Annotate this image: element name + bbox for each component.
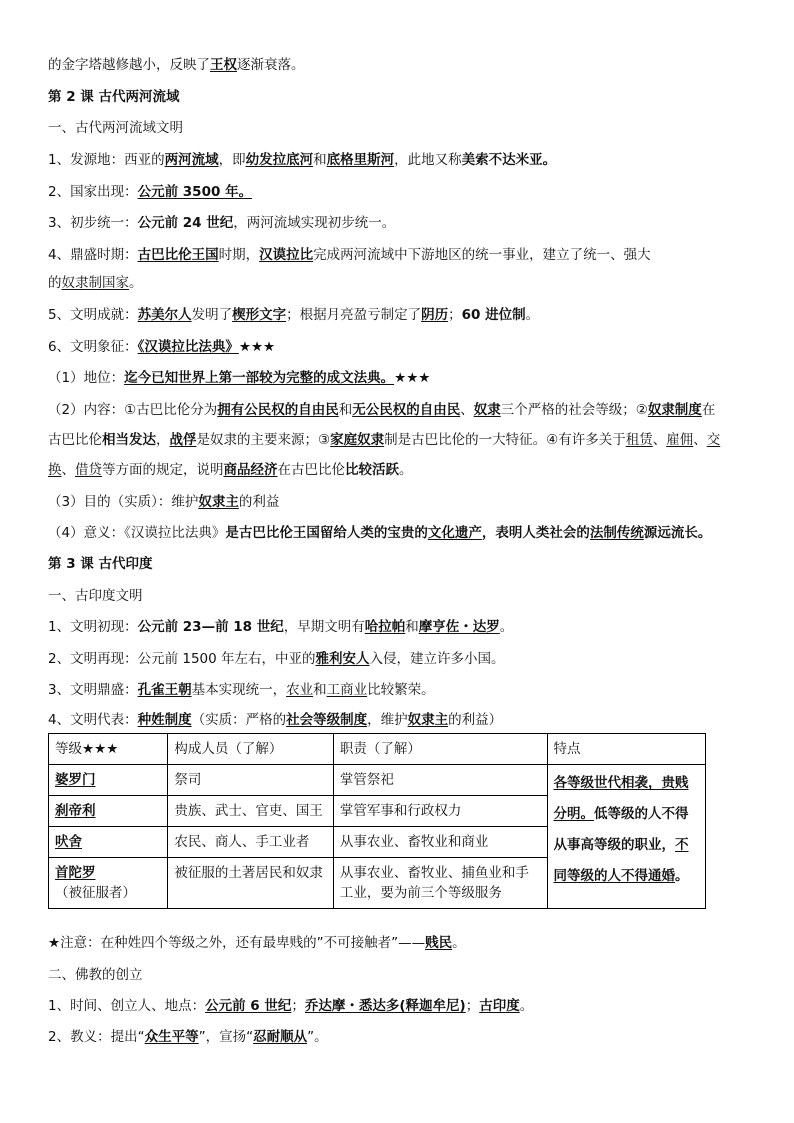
header-cell: 职责（了解）	[333, 734, 547, 765]
text: 比较活跃	[345, 462, 399, 478]
text: 苏美尔人	[137, 307, 192, 323]
text: （4）意义：《汉谟拉比法典》	[48, 525, 226, 541]
text: 。	[129, 275, 143, 291]
text: 古印度	[479, 998, 520, 1014]
purpose-line	[48, 492, 279, 512]
text: 2、教义：提出“	[48, 1029, 145, 1045]
text: 。	[675, 868, 689, 884]
text: 2、文明再现：公元前 1500 年左右，中亚的	[48, 651, 316, 667]
caste-table	[48, 733, 706, 909]
text: 。	[525, 307, 540, 323]
text: 贱民	[425, 935, 453, 951]
members-cell: 农民、商人、手工业者	[168, 827, 334, 858]
text: 迄今已知世界上第一部较为完整的成文法典。	[124, 370, 395, 386]
text: 3、初步统一：	[48, 215, 138, 231]
state-line	[48, 182, 252, 202]
text: ”。	[307, 1029, 328, 1045]
text: 忍耐顺从	[253, 1029, 308, 1045]
peak3-line	[48, 680, 435, 700]
text: 6、文明象征：	[48, 339, 138, 355]
text: 、	[460, 402, 474, 418]
text: 底格里斯河	[326, 152, 395, 168]
text: 公元前 23—前 18 世纪	[137, 619, 284, 635]
meaning-line	[48, 523, 711, 543]
text: 低等级的人不得从事高等级的职业，	[553, 806, 689, 853]
text: 和	[313, 682, 327, 698]
text: 的金字塔越修越小，反映了	[48, 57, 210, 73]
text: 汉谟拉比	[259, 247, 314, 263]
text: （1）地位：	[48, 370, 125, 386]
doctrine-line	[48, 1027, 328, 1047]
members-cell: 祭司	[168, 765, 334, 796]
content-line-3	[48, 460, 413, 480]
text: 。	[519, 998, 534, 1014]
text: 的利益	[238, 494, 280, 510]
second-line	[48, 649, 505, 669]
achieve-line	[48, 305, 539, 325]
text: 的	[48, 275, 62, 291]
text: 比较繁荣。	[367, 682, 435, 698]
text: 王权	[210, 57, 237, 73]
text: 《汉谟拉比法典》	[137, 339, 239, 355]
duty-cell: 掌管军事和行政权力	[333, 796, 547, 827]
text: ★★★	[394, 370, 431, 386]
text: 交	[706, 432, 721, 448]
text: ，表明人类社会的	[481, 525, 590, 541]
text: 、	[652, 432, 667, 448]
text: 在古巴比伦	[277, 462, 345, 478]
members-cell: 被征服的土著居民和奴隶	[168, 858, 334, 909]
text: 哈拉帕	[364, 619, 406, 635]
text: ，即	[218, 152, 246, 168]
text: 雅利安人	[315, 651, 370, 667]
text: 4、文明代表：	[48, 712, 138, 728]
text: 奴隶制度	[647, 402, 702, 418]
text: 。	[499, 619, 514, 635]
feature-cell	[547, 765, 706, 909]
text: ★注意：在种姓四个等级之外，还有最卑贱的”不可接触者”——	[48, 935, 426, 951]
text: 家庭奴隶	[330, 432, 385, 448]
header-cell: 等级★★★	[49, 734, 168, 765]
text: ★★★	[238, 339, 276, 355]
text: 孔雀王朝	[137, 682, 192, 698]
text: （3）目的（实质）：维护	[48, 494, 199, 510]
text: ，	[156, 432, 170, 448]
text: 换	[48, 462, 62, 478]
text: 三个严格的社会等级；②	[500, 402, 648, 418]
text: 幼发拉底河	[245, 152, 314, 168]
text: 在	[701, 402, 716, 418]
text: ，早期文明有	[283, 619, 365, 635]
text: 美索不达米亚。	[461, 152, 557, 168]
text: 农业	[286, 682, 314, 698]
text: 公元前 24 世纪	[137, 215, 234, 231]
caste-name-cell	[49, 858, 168, 909]
text: ；	[465, 998, 480, 1014]
text: 60 进位制	[461, 307, 526, 323]
lesson2-title: 第 2 课 古代两河流域	[48, 89, 180, 105]
text: 发明了	[191, 307, 233, 323]
text: （2）内容：①古巴比伦分为	[48, 402, 218, 418]
duty-cell: 从事农业、畜牧业和商业	[333, 827, 547, 858]
text: 的利益）	[448, 712, 503, 728]
text: ；	[448, 307, 462, 323]
text: 1、发源地：西亚的	[48, 152, 165, 168]
symbol-line	[48, 337, 275, 357]
text: 基本实现统一，	[191, 682, 287, 698]
table-row	[49, 765, 706, 796]
text: 入侵，建立许多小国。	[369, 651, 505, 667]
text: ”，宣扬“	[198, 1029, 254, 1045]
text: 拥有公民权的自由民	[217, 402, 339, 418]
text: 工商业	[326, 682, 368, 698]
text: 是古巴比伦王国留给人类的宝贵的	[225, 525, 428, 541]
text: 战俘	[169, 432, 197, 448]
text: 时期，	[218, 247, 260, 263]
text: 奴隶制国家	[61, 275, 129, 291]
text: 5、文明成就：	[48, 307, 138, 323]
caste-note: （被征服者）	[55, 885, 136, 901]
text: 源远流长。	[643, 525, 712, 541]
text: 完成两河流域中下游地区的统一事业，建立了统一、强大	[313, 247, 651, 263]
header-cell: 特点	[547, 734, 706, 765]
text: 文化遗产	[427, 525, 482, 541]
status-line	[48, 368, 430, 388]
text: 。	[452, 935, 466, 951]
origin-line	[48, 150, 556, 170]
caste-name: 婆罗门	[49, 765, 168, 796]
text: 奴隶主	[198, 494, 239, 510]
text: 众生平等	[144, 1029, 199, 1045]
text: 。	[399, 462, 413, 478]
duty-cell: 从事农业、畜牧业、捕鱼业和手工业，要为前三个等级服务	[333, 858, 547, 909]
text: ，维护	[367, 712, 408, 728]
text: 各等级世代相袭，贵贱分明。	[553, 775, 689, 822]
lesson3-section2: 二、佛教的创立	[48, 967, 143, 983]
unify-line	[48, 213, 395, 233]
text: ，此地又称	[394, 152, 462, 168]
text: 借贷	[75, 462, 102, 478]
lesson2-section1: 一、古代两河流域文明	[48, 120, 183, 136]
text: 楔形文字	[232, 307, 287, 323]
text: ；根据月亮盈亏制定了	[286, 307, 422, 323]
note-line	[48, 933, 466, 953]
text: 是奴隶的主要来源；③	[196, 432, 331, 448]
text: 租赁	[625, 432, 653, 448]
text: ，两河流域实现初步统一。	[233, 215, 396, 231]
duty-cell: 掌管祭祀	[333, 765, 547, 796]
text: 奴隶主	[407, 712, 449, 728]
caste-name: 吠舍	[49, 827, 168, 858]
text: 公元前 3500 年。	[137, 184, 253, 200]
content-line-2	[48, 430, 720, 450]
text: 古巴比伦王国	[137, 247, 219, 263]
text: 1、时间、创立人、地点：	[48, 998, 206, 1014]
text: 两河流域	[164, 152, 219, 168]
text: 雇佣	[666, 432, 694, 448]
text: 、	[61, 462, 75, 478]
text: 和	[313, 152, 327, 168]
text: 2、国家出现：	[48, 184, 138, 200]
buddha-line	[48, 996, 533, 1016]
text: 法制传统	[589, 525, 644, 541]
text: 不同等级的人不得通婚	[553, 837, 689, 884]
text: 摩亨佐・达罗	[418, 619, 500, 635]
peak-line-2	[48, 273, 143, 293]
text: 公元前 6 世纪	[205, 998, 292, 1014]
caste-name: 刹帝利	[49, 796, 168, 827]
text: 逐渐衰落。	[237, 57, 305, 73]
peak-line	[48, 245, 651, 265]
text: 1、文明初现：	[48, 619, 138, 635]
caste-name: 首陀罗	[55, 865, 96, 881]
text: 种姓制度	[137, 712, 192, 728]
text: 和	[405, 619, 419, 635]
text: 古巴比伦	[48, 432, 102, 448]
text: 制是古巴比伦的一大特征。④有许多关于	[384, 432, 626, 448]
text: 相当发达	[102, 432, 156, 448]
text: ；	[291, 998, 305, 1014]
text: 3、文明鼎盛：	[48, 682, 138, 698]
members-cell: 贵族、武士、官吏、国王	[168, 796, 334, 827]
text: 阴历	[421, 307, 449, 323]
text: 等方面的规定，说明	[102, 462, 224, 478]
lesson3-section1: 一、古印度文明	[48, 588, 143, 604]
text: 4、鼎盛时期：	[48, 247, 138, 263]
content-line	[48, 400, 715, 420]
first-line	[48, 617, 513, 637]
rep-line	[48, 710, 502, 730]
text: 无公民权的自由民	[352, 402, 461, 418]
text: 商品经济	[223, 462, 278, 478]
lesson3-title: 第 3 课 古代印度	[48, 556, 153, 572]
text: 、	[693, 432, 707, 448]
intro-tail	[48, 55, 305, 75]
text: 乔达摩・悉达多(释迦牟尼)	[304, 998, 466, 1014]
text: 社会等级制度	[286, 712, 368, 728]
text: 和	[338, 402, 353, 418]
table-header-row	[49, 734, 706, 765]
text: 奴隶	[473, 402, 501, 418]
text: （实质：严格的	[191, 712, 287, 728]
header-cell: 构成人员（了解）	[168, 734, 334, 765]
